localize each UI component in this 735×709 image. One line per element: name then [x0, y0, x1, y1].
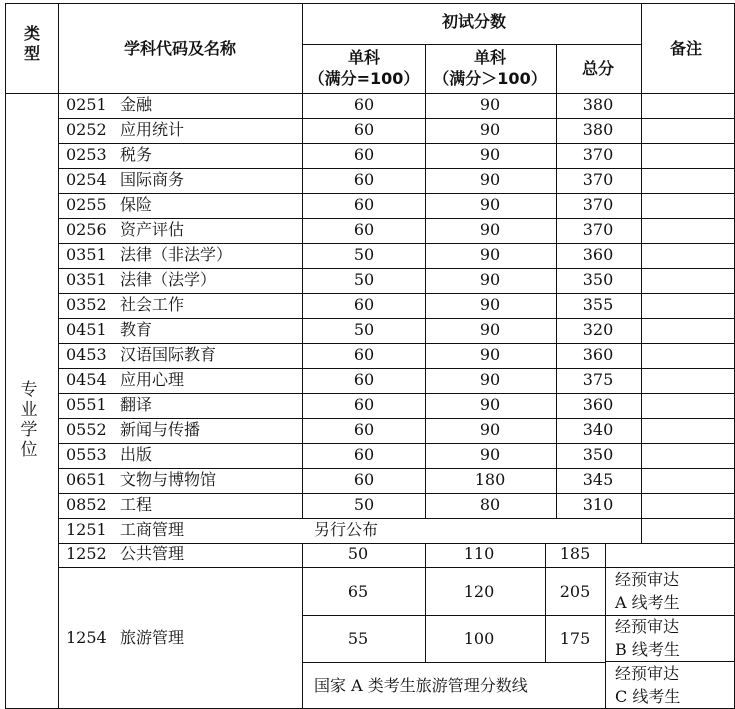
header-type: 类型: [23, 24, 40, 63]
tourism-c-text: 国家 A 类考生旅游管理分数线: [314, 676, 528, 695]
row-code: 0256: [66, 220, 107, 239]
tourism-a-single1: 65: [347, 582, 369, 601]
row-code: 0255: [66, 195, 107, 214]
grid-line: [58, 318, 735, 319]
tourism-b-single2: 100: [463, 629, 495, 648]
mpa-code: 1252: [66, 544, 107, 563]
row-single2: 90: [479, 295, 501, 314]
row-single1: 60: [353, 420, 375, 439]
row-total: 340: [582, 420, 614, 439]
grid-line: [605, 615, 735, 616]
grid-line: [605, 543, 606, 708]
grid-line: [58, 118, 735, 119]
grid-line: [425, 543, 426, 662]
row-single2: 90: [479, 345, 501, 364]
grid-line: [58, 493, 735, 494]
grid-line: [58, 168, 735, 169]
row-code: 0351: [66, 245, 107, 264]
header-note: 备注: [669, 39, 703, 58]
row-single1: 50: [353, 270, 375, 289]
row-single2: 90: [479, 445, 501, 464]
row-name: 汉语国际教育: [120, 345, 217, 364]
mba-name: 工商管理: [120, 520, 185, 539]
row-total: 360: [582, 345, 614, 364]
tourism-a-single2: 120: [463, 582, 495, 601]
row-code: 0252: [66, 120, 107, 139]
tourism-b-single1: 55: [347, 629, 369, 648]
row-single1: 60: [353, 370, 375, 389]
grid-line: [302, 44, 641, 45]
row-name: 金融: [120, 95, 153, 114]
grid-line: [58, 518, 735, 519]
row-single1: 60: [353, 95, 375, 114]
row-code: 0454: [66, 370, 107, 389]
grid-line: [545, 543, 546, 662]
row-code: 0351: [66, 270, 107, 289]
row-total: 350: [582, 445, 614, 464]
grid-line: [5, 93, 735, 94]
grid-line: [58, 218, 735, 219]
header-single1-line2: （满分=100）: [308, 69, 420, 88]
tourism-a-note-line2: A 线考生: [615, 593, 680, 612]
row-total: 375: [582, 370, 614, 389]
grid-line: [58, 143, 735, 144]
tourism-b-note-line1: 经预审达: [615, 617, 680, 636]
header-scores: 初试分数: [441, 12, 507, 31]
row-single1: 60: [353, 395, 375, 414]
grid-line: [58, 243, 735, 244]
grid-line: [302, 662, 605, 663]
grid-line: [58, 268, 735, 269]
grid-line: [5, 3, 6, 708]
row-code: 0451: [66, 320, 107, 339]
category-label: 专业学位: [20, 380, 38, 460]
row-single1: 60: [353, 145, 375, 164]
row-total: 360: [582, 395, 614, 414]
grid-line: [605, 661, 735, 662]
row-single2: 90: [479, 195, 501, 214]
grid-line: [58, 293, 735, 294]
row-single1: 60: [353, 445, 375, 464]
row-total: 360: [582, 245, 614, 264]
row-code: 0253: [66, 145, 107, 164]
header-subject: 学科代码及名称: [123, 39, 237, 58]
row-total: 320: [582, 320, 614, 339]
row-single2: 90: [479, 395, 501, 414]
grid-line: [5, 3, 735, 4]
row-single1: 60: [353, 470, 375, 489]
grid-line: [556, 44, 557, 518]
row-total: 380: [582, 120, 614, 139]
row-total: 350: [582, 270, 614, 289]
row-name: 国际商务: [120, 170, 185, 189]
grid-line: [58, 393, 735, 394]
header-total: 总分: [581, 59, 615, 78]
row-single2: 90: [479, 320, 501, 339]
row-single2: 80: [479, 495, 501, 514]
row-single1: 60: [353, 345, 375, 364]
row-single2: 90: [479, 245, 501, 264]
row-single2: 90: [479, 145, 501, 164]
row-code: 0254: [66, 170, 107, 189]
row-total: 370: [582, 195, 614, 214]
row-single1: 50: [353, 245, 375, 264]
grid-line: [58, 567, 735, 568]
mpa-single2: 110: [463, 544, 495, 563]
row-name: 教育: [120, 320, 153, 339]
mpa-name: 公共管理: [120, 544, 185, 563]
row-name: 工程: [120, 495, 153, 514]
tourism-b-note-line2: B 线考生: [615, 640, 680, 659]
header-single2-line1: 单科: [473, 48, 507, 67]
row-single1: 50: [353, 320, 375, 339]
mpa-total: 185: [559, 544, 591, 563]
row-total: 355: [582, 295, 614, 314]
row-name: 法律（非法学）: [120, 245, 233, 264]
grid-line: [302, 3, 303, 518]
row-total: 370: [582, 170, 614, 189]
grid-line: [641, 3, 642, 543]
row-single2: 180: [474, 470, 506, 489]
row-name: 应用心理: [120, 370, 185, 389]
grid-line: [58, 368, 735, 369]
row-name: 应用统计: [120, 120, 185, 139]
row-single2: 90: [479, 170, 501, 189]
row-single1: 60: [353, 295, 375, 314]
grid-line: [58, 3, 59, 708]
grid-line: [58, 343, 735, 344]
tourism-a-note-line1: 经预审达: [615, 570, 680, 589]
row-single2: 90: [479, 370, 501, 389]
row-name: 新闻与传播: [120, 420, 201, 439]
row-code: 0453: [66, 345, 107, 364]
row-name: 资产评估: [120, 220, 185, 239]
row-name: 翻译: [120, 395, 153, 414]
row-name: 出版: [120, 445, 153, 464]
row-single1: 60: [353, 170, 375, 189]
grid-line: [58, 543, 735, 544]
mba-code: 1251: [66, 520, 107, 539]
tourism-a-total: 205: [559, 582, 591, 601]
row-code: 0852: [66, 495, 107, 514]
row-name: 税务: [120, 145, 153, 164]
row-name: 社会工作: [120, 295, 185, 314]
row-single1: 60: [353, 120, 375, 139]
row-single1: 50: [353, 495, 375, 514]
grid-line: [302, 615, 605, 616]
grid-line: [58, 468, 735, 469]
tourism-c-note-line2: C 线考生: [615, 687, 681, 706]
tourism-c-note-line1: 经预审达: [615, 664, 680, 683]
row-single2: 90: [479, 95, 501, 114]
row-single1: 60: [353, 220, 375, 239]
grid-line: [425, 44, 426, 518]
grid-line: [302, 543, 303, 708]
row-code: 0352: [66, 295, 107, 314]
row-total: 370: [582, 145, 614, 164]
mpa-single1: 50: [347, 544, 369, 563]
grid-line: [58, 418, 735, 419]
mba-text: 另行公布: [314, 520, 379, 539]
row-total: 370: [582, 220, 614, 239]
grid-line: [58, 443, 735, 444]
row-code: 0651: [66, 470, 107, 489]
header-single2-line2: （满分＞100）: [433, 69, 547, 88]
row-code: 0552: [66, 420, 107, 439]
row-name: 文物与博物馆: [120, 470, 217, 489]
row-name: 法律（法学）: [120, 270, 217, 289]
row-code: 0551: [66, 395, 107, 414]
row-single2: 90: [479, 120, 501, 139]
row-total: 380: [582, 95, 614, 114]
row-code: 0553: [66, 445, 107, 464]
tourism-b-total: 175: [559, 629, 591, 648]
row-single2: 90: [479, 420, 501, 439]
tourism-name: 旅游管理: [120, 628, 185, 647]
row-single2: 90: [479, 220, 501, 239]
tourism-code: 1254: [66, 628, 107, 647]
row-name: 保险: [120, 195, 153, 214]
row-total: 345: [582, 470, 614, 489]
header-single1-line1: 单科: [347, 48, 381, 67]
row-code: 0251: [66, 95, 107, 114]
grid-line: [58, 193, 735, 194]
row-single1: 60: [353, 195, 375, 214]
row-single2: 90: [479, 270, 501, 289]
row-total: 310: [582, 495, 614, 514]
